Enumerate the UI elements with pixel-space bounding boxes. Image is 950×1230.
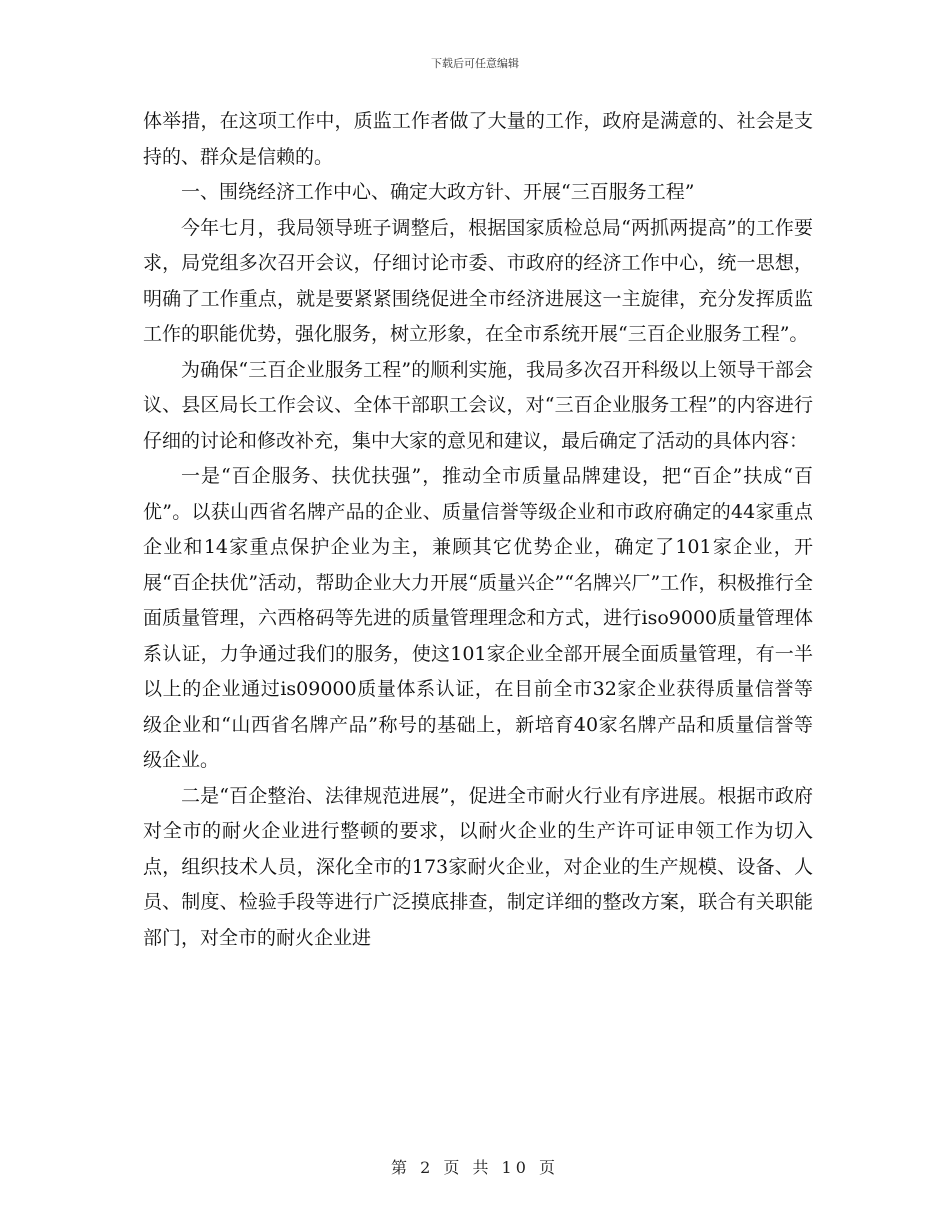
paragraph-continuation: 体举措，在这项工作中，质监工作者做了大量的工作，政府是满意的、社会是支持的、群众是信赖的。 xyxy=(143,110,813,168)
document-body xyxy=(143,104,813,956)
page-number-footer: 第 2 页 共 10 页 xyxy=(391,1158,559,1177)
page-header-note: 下载后可任意编辑 xyxy=(431,57,519,70)
paragraph: 今年七月，我局领导班子调整后，根据国家质检总局“两抓两提高”的工作要求，局党组多次召开会议，仔细讨论市委、市政府的经济工作中心，统一思想，明确了工作重点，就是要紧紧围绕促进全市经济进展这一主旋律，充分发挥质监工作的职能优势，强化服务，树立形象，在全市系统开展“三百企业服务工程”。 xyxy=(143,216,813,345)
paragraph: 一是“百企服务、扶优扶强”，推动全市质量品牌建设，把“百企”扶成“百优”。以获山西省名牌产品的企业、质量信誉等级企业和市政府确定的44家重点企业和14家重点保护企业为主，兼顾其它优势企业，确定了101家企业，开展“百企扶优”活动，帮助企业大力开展“质量兴企”“名牌兴厂”工作，积极推行全面质量管理，六西格码等先进的质量管理理念和方式，进行iso9000质量管理体系认证，力争通过我们的服务，使这101家企业全部开展全面质量管理，有一半以上的企业通过is09000质量体系认证，在目前全市32家企业获得质量信誉等级企业和“山西省名牌产品”称号的基础上，新培育40家名牌产品和质量信誉等级企业。 xyxy=(143,465,813,771)
paragraph: 为确保“三百企业服务工程”的顺利实施，我局多次召开科级以上领导干部会议、县区局长工作会议、全体干部职工会议，对“三百企业服务工程”的内容进行仔细的讨论和修改补充，集中大家的意见和建议，最后确定了活动的具体内容： xyxy=(143,358,813,452)
paragraph: 二是“百企整治、法律规范进展”，促进全市耐火行业有序进展。根据市政府对全市的耐火企业进行整顿的要求，以耐火企业的生产许可证申领工作为切入点，组织技术人员，深化全市的173家耐火企业，对企业的生产规模、设备、人员、制度、检验手段等进行广泛摸底排查，制定详细的整改方案，联合有关职能部门，对全市的耐火企业进 xyxy=(143,784,813,949)
section-heading: 一、围绕经济工作中心、确定大政方针、开展“三百服务工程” xyxy=(181,181,695,203)
